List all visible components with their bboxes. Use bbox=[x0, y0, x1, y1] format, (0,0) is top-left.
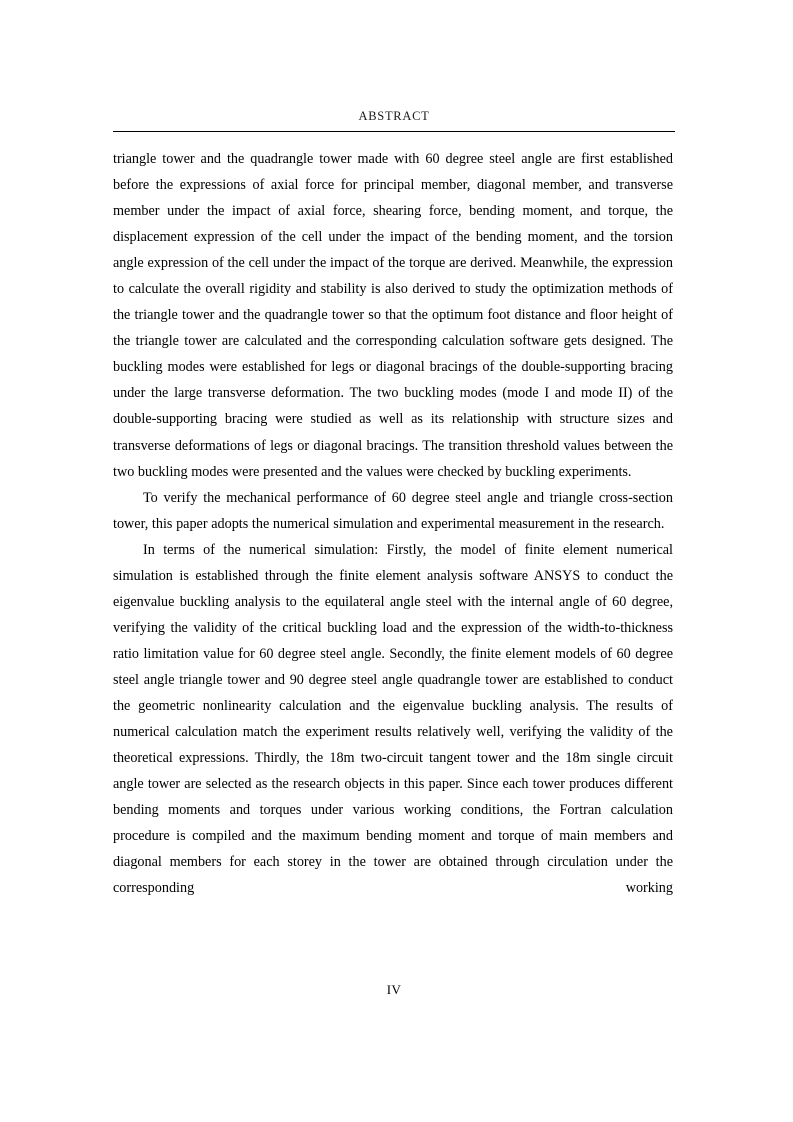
running-header bbox=[113, 108, 675, 124]
header-divider-rule bbox=[113, 131, 675, 132]
page-title: ABSTRACT bbox=[358, 109, 430, 123]
paragraph-verification: To verify the mechanical performance of 60 degree steel angle and triangle cross-section tower, this paper adopts the numerical simulation and experimental measurement in the research. bbox=[113, 489, 673, 532]
page-number: IV bbox=[386, 982, 402, 997]
page-footer bbox=[113, 981, 675, 999]
body-text-block bbox=[113, 146, 673, 901]
paragraph-numerical-simulation: In terms of the numerical simulation: Firstly, the model of finite element numerical simulation is established through the finite element analysis software ANSYS to conduct the eigenvalue buckling analysis to the equilateral angle steel with the internal angle of 60 degree, verifying the validity of the critical buckling load and the expression of the width-to-thickness ratio limitation value for 60 degree steel angle. Secondly, the finite element models of 60 degree steel angle triangle tower and 90 degree steel angle quadrangle tower are established to conduct the geometric nonlinearity calculation and the eigenvalue buckling analysis. The results of numerical calculation match the experiment results relatively well, verifying the validity of the theoretical expressions. Thirdly, the 18m two-circuit tangent tower and the 18m single circuit angle tower are selected as the research objects in this paper. Since each tower produces different bending moments and torques under various working conditions, the Fortran calculation procedure is compiled and the maximum bending moment and torque of main members and diagonal members for each storey in the tower are obtained through circulation under the corresponding working bbox=[113, 541, 673, 897]
paragraph-continued: triangle tower and the quadrangle tower made with 60 degree steel angle are first established before the expressions of axial force for principal member, diagonal member, and transverse member under the impact of axial force, shearing force, bending moment, and torque, the displacement expression of the cell under the impact of the bending moment, and the torsion angle expression of the cell under the impact of the torque are derived. Meanwhile, the expression to calculate the overall rigidity and stability is also derived to study the optimization methods of the triangle tower and the quadrangle tower so that the optimum foot distance and floor height of the triangle tower are calculated and the corresponding calculation software gets designed. The buckling modes were established for legs or diagonal bracings of the double-supporting bracing under the large transverse deformation. The two buckling modes (mode I and mode II) of the double-supporting bracing were studied as well as its relationship with structure sizes and transverse deformations of legs or diagonal bracings. The transition threshold values between the two buckling modes were presented and the values were checked by buckling experiments. bbox=[113, 151, 673, 480]
